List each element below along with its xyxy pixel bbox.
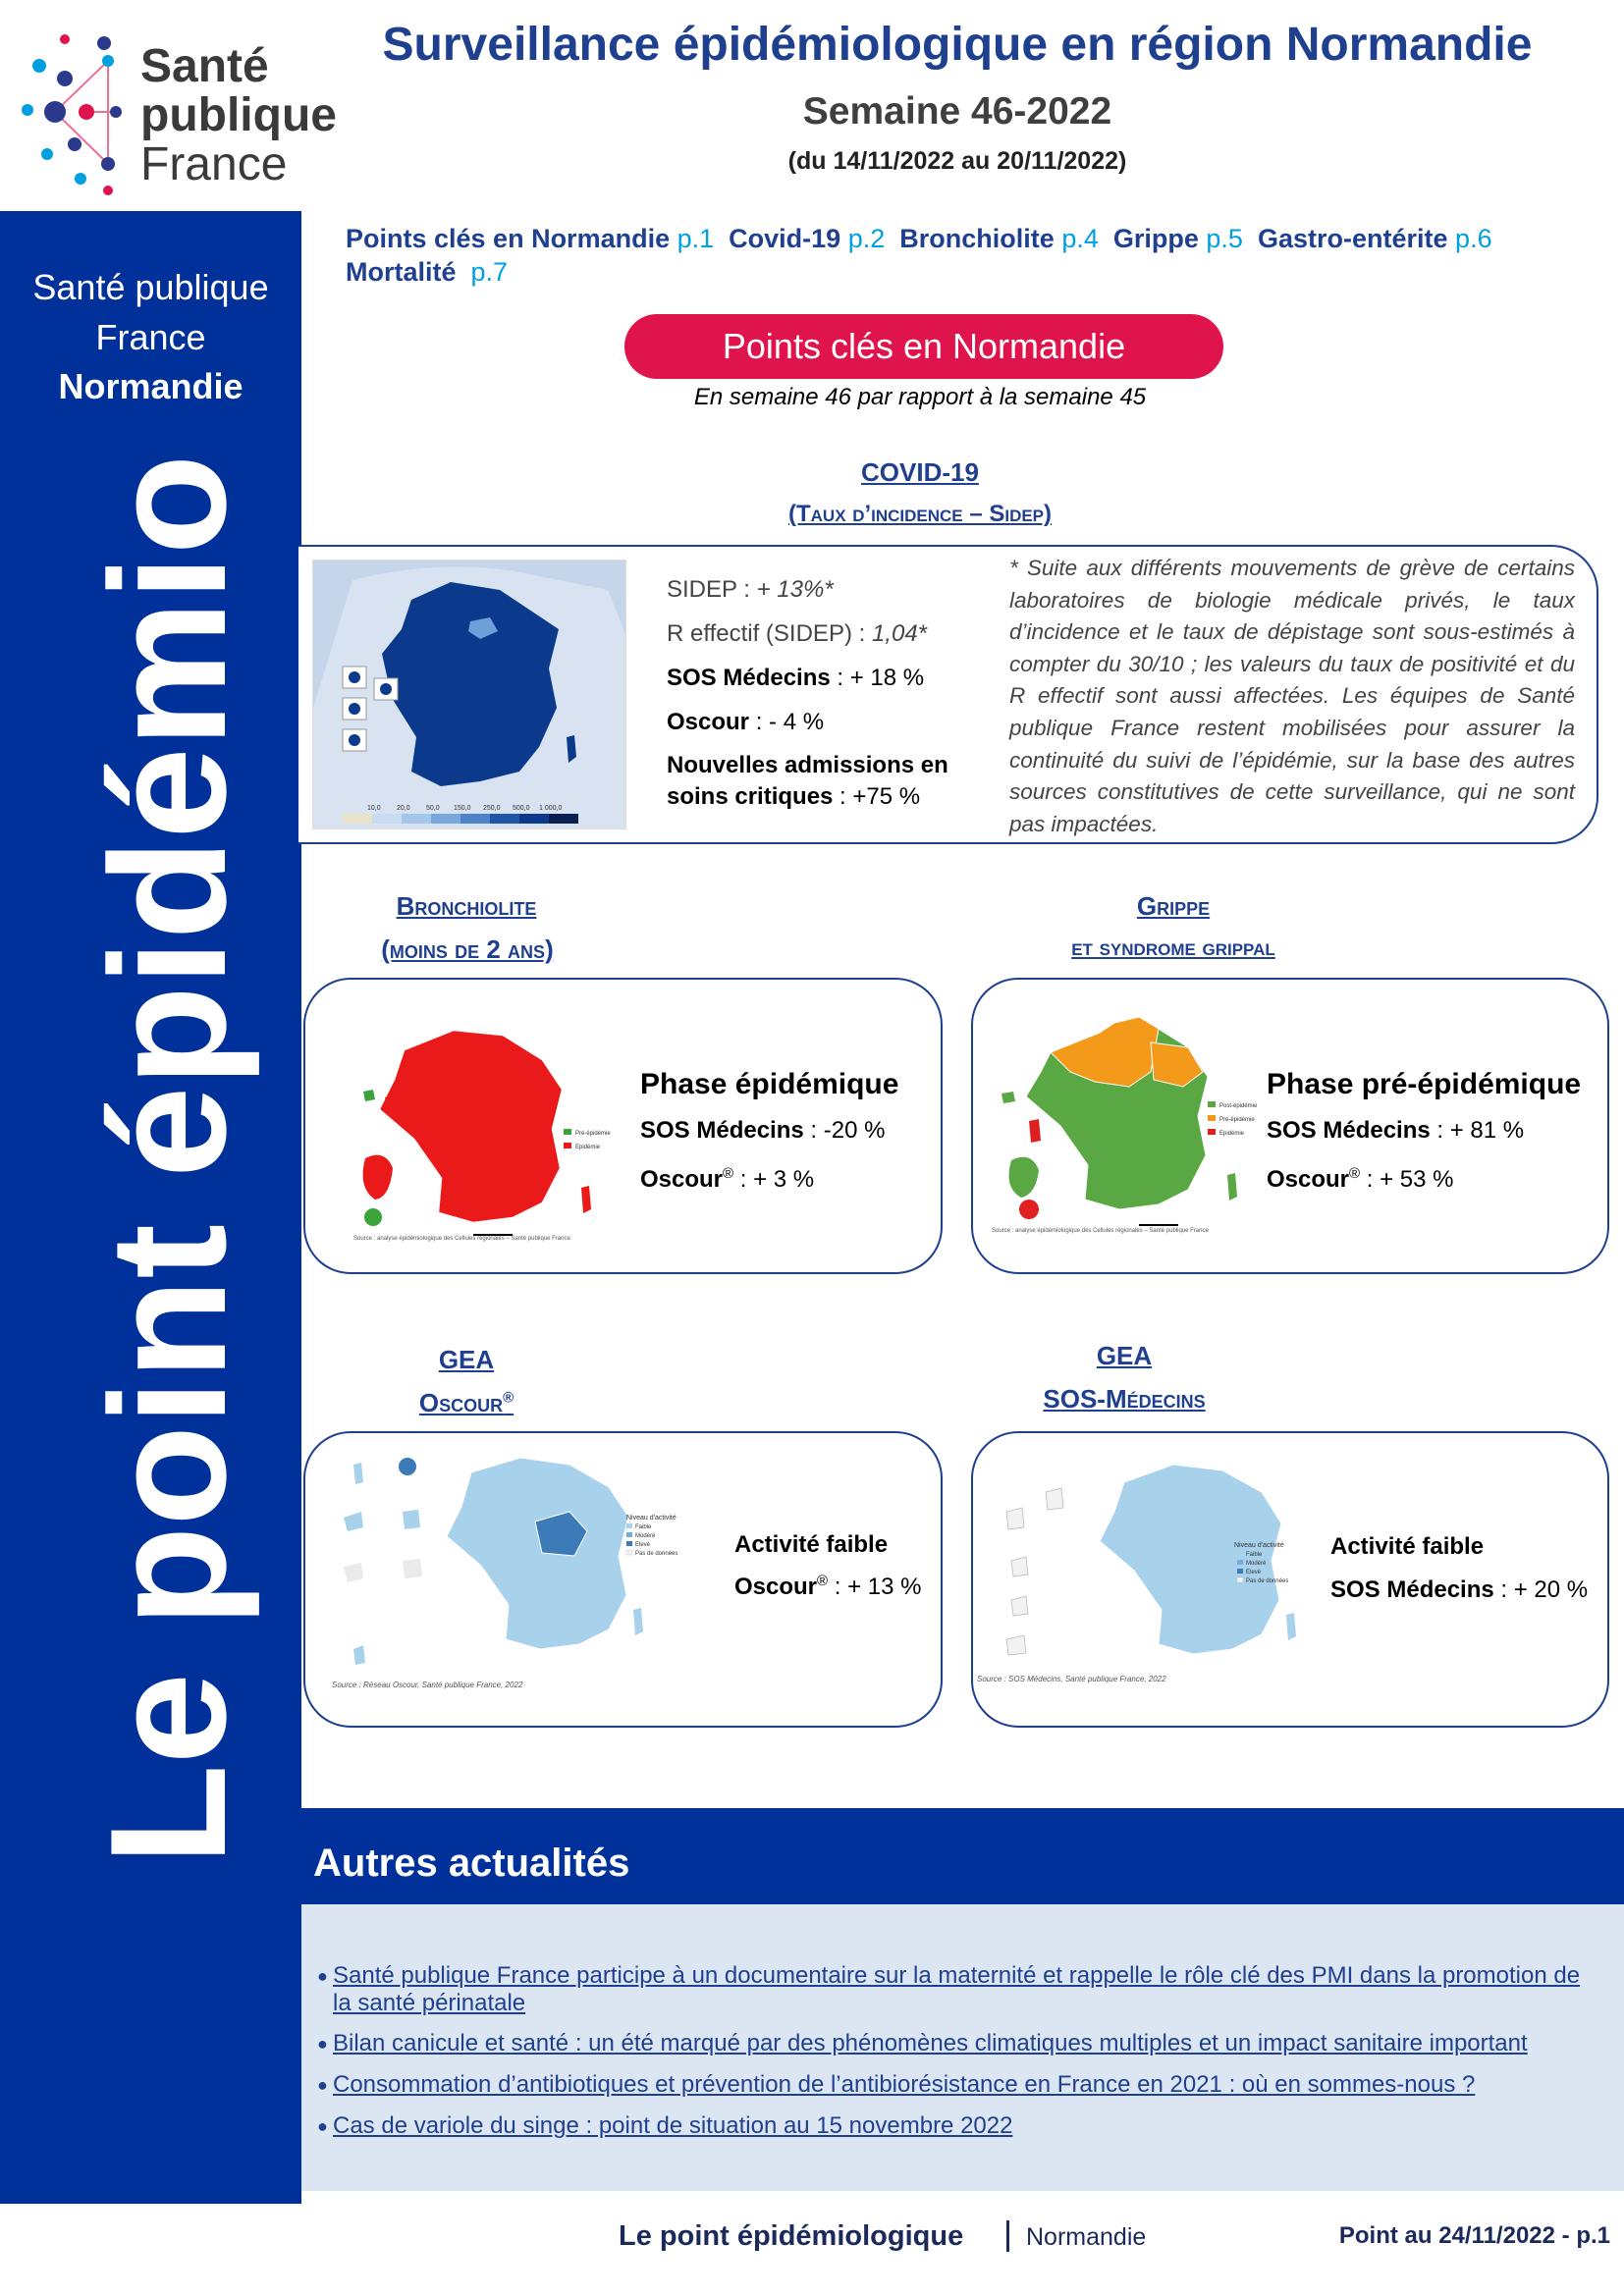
gea-sos-value: SOS Médecins : + 20 %: [1330, 1576, 1589, 1603]
covid-legend-tick: 20,0: [397, 805, 410, 812]
news-item: [317, 2071, 1603, 2099]
gea-sos-status: Activité faible: [1330, 1533, 1485, 1560]
sidebar-org-line1: Santé publique: [32, 267, 269, 307]
date-range: (du 14/11/2022 au 20/11/2022): [787, 147, 1127, 175]
spf-logo: [18, 22, 337, 198]
gea-sos-heading: GEA: [1096, 1341, 1153, 1370]
gea-sos-source: Source : SOS Médecins, Santé publique France, 2022: [977, 1675, 1166, 1683]
covid-legend-tick: 50,0: [426, 805, 440, 812]
bronchiolite-oscour-row: Oscour® : + 3 %: [640, 1165, 815, 1193]
news-link-canicule[interactable]: Bilan canicule et santé : un été marqué par des phénomènes climatiques multiples et un impact sanitaire important: [333, 2030, 1528, 2056]
bullet-icon: ●: [317, 2075, 328, 2095]
gea-sos-legend-title: Niveau d'activité: [1234, 1542, 1284, 1549]
covid-legend-tick: 10,0: [367, 805, 381, 812]
gea-sos-legend-item: Elevé: [1246, 1570, 1262, 1575]
bronchiolite-subheading: (moins de 2 ans): [381, 934, 554, 964]
gea-sos-legend-item: Pas de données: [1246, 1578, 1289, 1584]
covid-legend-tick: 250,0: [483, 805, 501, 812]
news-title: Autres actualités: [301, 1808, 1624, 1904]
gea-oscour-legend-item: Pas de données: [635, 1551, 678, 1557]
toc-item-mortalite[interactable]: Mortalité p.7: [346, 257, 509, 287]
covid-subheading: (Taux d’incidence – Sidep): [787, 501, 1053, 527]
covid-incidence-map: [312, 560, 626, 829]
news-link-variole[interactable]: Cas de variole du singe : point de situation au 15 novembre 2022: [333, 2112, 1013, 2139]
news-item: [317, 1962, 1603, 2017]
page-title: Surveillance épidémiologique en région Normandie: [382, 19, 1533, 71]
covid-sidep-row: SIDEP : + 13%*: [667, 576, 834, 603]
gea-sos-legend-item: Faible: [1246, 1552, 1263, 1558]
covid-r-row: R effectif (SIDEP) : 1,04*: [667, 620, 928, 647]
covid-footnote: * Suite aux différents mouvements de grève de certains laboratoires de biologie médicale privés, le taux d’incidence et le taux de dépistage sont sous-estimés à compter du 30/10 ; les valeurs du taux de positivité et du R effectif sont aussi affectées. Les équipes de Santé publique France restent mobilisées pour assurer la continuité du suivi de l’épidémie, sur la base des autres sources constitutives de cette surveillance, qui ne sont pas impactées.: [1009, 556, 1575, 836]
gea-oscour-heading: GEA: [438, 1345, 495, 1374]
covid-legend-tick: 500,0: [513, 805, 530, 812]
grippe-legend-pre: Pré-épidémie: [1219, 1117, 1255, 1123]
gea-sos-legend-item: Modéré: [1246, 1561, 1267, 1567]
news-item: [317, 2030, 1603, 2057]
gea-oscour-legend-item: Faible: [635, 1524, 652, 1530]
footer-region: Normandie: [1026, 2223, 1147, 2251]
bronchiolite-indicators: [640, 1109, 885, 1201]
toc-item-key-points[interactable]: Points clés en Normandie p.1: [346, 224, 715, 253]
bronchiolite-legend-pre: Pré-épidémie: [575, 1131, 611, 1137]
gea-oscour-legend-item: Modéré: [635, 1533, 656, 1539]
grippe-map-source: Source : analyse épidémiologique des Cellules régionales – Santé publique France: [992, 1228, 1209, 1234]
covid-admissions-row: Nouvelles admissions en soins critiques : +75 %: [667, 752, 948, 810]
bronchiolite-map: [346, 1021, 611, 1247]
gea-sos-subheading: SOS-Médecins: [1043, 1384, 1206, 1414]
key-points-subtitle: En semaine 46 par rapport à la semaine 45: [693, 384, 1147, 410]
toc-item-covid[interactable]: Covid-19 p.2: [729, 224, 886, 253]
news-item: [317, 2112, 1603, 2140]
gea-oscour-source: Source : Réseau Oscour, Santé publique France, 2022: [332, 1681, 523, 1689]
table-of-contents: [346, 222, 1602, 289]
news-link-pmi[interactable]: Santé publique France participe à un documentaire sur la maternité et rappelle le rôle clé des PMI dans la promotion de la santé périnatale: [333, 1962, 1581, 2016]
key-points-pill: Points clés en Normandie: [624, 314, 1223, 379]
week-label: Semaine 46-2022: [802, 90, 1112, 133]
sidebar-vertical-title: Le point épidémio: [76, 454, 260, 1865]
sidebar-org-line2: France: [95, 317, 206, 357]
gea-sos-map: [987, 1453, 1360, 1683]
grippe-legend-epi: Epidémie: [1219, 1131, 1245, 1137]
bronchiolite-phase: Phase épidémique: [640, 1068, 899, 1100]
bronchiolite-heading: Bronchiolite: [396, 891, 537, 921]
bronchiolite-map-source: Source : analyse épidémiologique des Cellules régionales – Santé publique France: [353, 1236, 570, 1242]
logo-word-sante: Santé: [140, 40, 269, 92]
covid-legend-tick: 1 000,0: [539, 805, 563, 812]
toc-item-bronchiolite[interactable]: Bronchiolite p.4: [899, 224, 1099, 253]
gea-oscour-subheading: Oscour®: [418, 1388, 514, 1417]
covid-heading: COVID-19: [861, 457, 979, 487]
bullet-icon: ●: [317, 2116, 328, 2136]
grippe-indicators: [1267, 1109, 1524, 1201]
footer-page-info: Point au 24/11/2022 - p.1: [1338, 2222, 1610, 2249]
grippe-legend-post: Post-épidémie: [1219, 1103, 1257, 1109]
bullet-icon: ●: [317, 2034, 328, 2054]
covid-sos-row: SOS Médecins : + 18 %: [667, 665, 925, 691]
gea-oscour-status: Activité faible: [734, 1531, 889, 1558]
gea-oscour-legend-item: Elevé: [635, 1542, 651, 1548]
logo-dots-icon: [18, 22, 145, 198]
sidebar-region: Normandie: [58, 366, 244, 406]
news-link-antibiotiques[interactable]: Consommation d’antibiotiques et prévention de l’antibiorésistance en France en 2021 : où en sommes-nous ?: [333, 2071, 1476, 2098]
toc-item-grippe[interactable]: Grippe p.5: [1112, 224, 1243, 253]
grippe-map: [992, 1003, 1257, 1239]
covid-legend-tick: 150,0: [454, 805, 471, 812]
covid-map-legend: [343, 814, 578, 824]
covid-oscour-row: Oscour : - 4 %: [667, 709, 825, 735]
logo-word-france: France: [140, 138, 288, 190]
bronchiolite-sos-row: SOS Médecins : -20 %: [640, 1117, 886, 1144]
bullet-icon: ●: [317, 1966, 328, 1986]
bronchiolite-legend-epi: Epidémie: [575, 1145, 601, 1150]
covid-indicators: [667, 567, 1001, 813]
grippe-sos-row: SOS Médecins : + 81 %: [1267, 1117, 1525, 1144]
footer-title: Le point épidémiologique: [619, 2220, 964, 2252]
gea-oscour-value: Oscour® : + 13 %: [734, 1573, 922, 1600]
grippe-oscour-row: Oscour® : + 53 %: [1267, 1165, 1454, 1193]
toc-item-gastro[interactable]: Gastro-entérite p.6: [1257, 224, 1492, 253]
grippe-phase: Phase pré-épidémique: [1267, 1068, 1582, 1100]
gea-oscour-legend-title: Niveau d'activité: [626, 1515, 677, 1522]
grippe-heading: Grippe: [1136, 891, 1211, 921]
grippe-subheading: et syndrome grippal: [1071, 934, 1275, 961]
logo-word-publique: publique: [140, 89, 337, 141]
gea-oscour-map: [334, 1453, 707, 1683]
footer-divider: [1006, 2220, 1009, 2252]
